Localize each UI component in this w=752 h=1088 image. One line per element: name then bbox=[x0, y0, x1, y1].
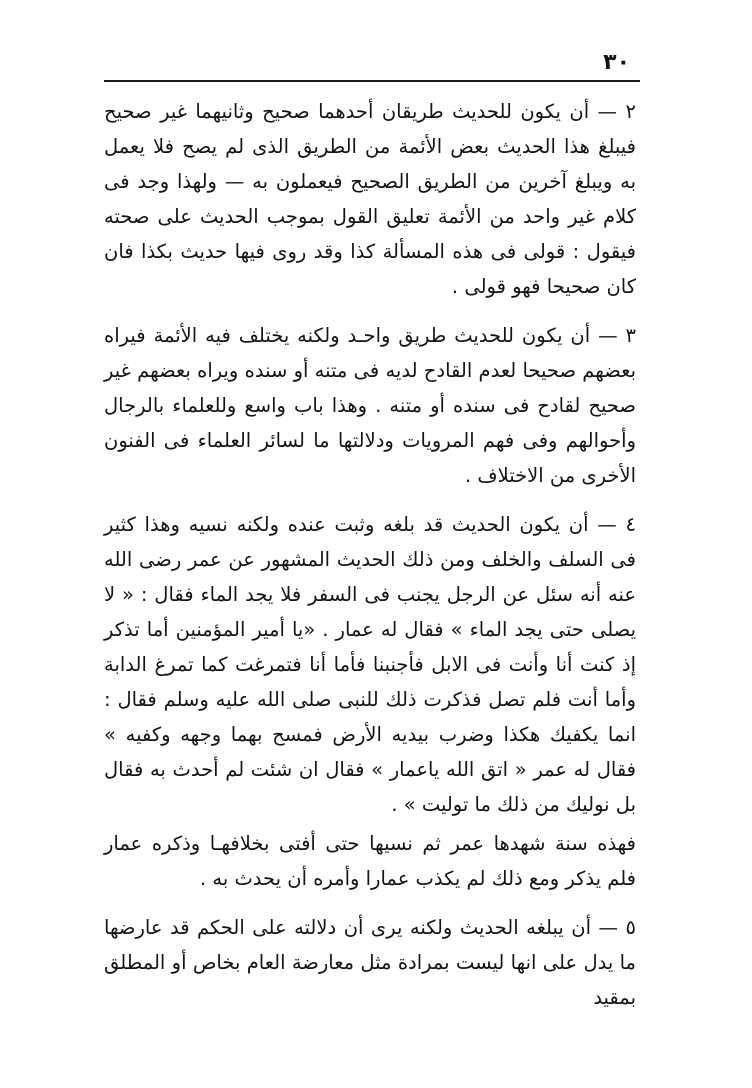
header-rule bbox=[104, 80, 640, 82]
paragraph-3: ٣ — أن يكون للحديث طريق واحـد ولكنه يختلف فيه الأئمة فيراه بعضهم صحيحا لعدم القادح لديه فى متنه أو سنده ويراه بعضهم غير صحيح لقادح فى سنده أو متنه . وهذا باب واسع وللعلماء بالرجال وأحوالهم وفى فهم المرويات ودلالتها ما لسائر العلماء فى الفنون الأخرى من الاختلاف . bbox=[104, 324, 636, 487]
paragraph-4: ٤ — أن يكون الحديث قد بلغه وثبت عنده ولكنه نسيه وهذا كثير فى السلف والخلف ومن ذلك الحديث المشهور عن عمر رضى الله عنه أنه سئل عن الرجل يجنب فى السفر فلا يجد الماء فقال : « لا يصلى حتى يجد الماء » فقال له عمار . «يا أمير المؤمنين أما تذكر إذ كنت أنا وأنت فى الابل فأجنبنا فأما أنا فتمرغت كما تمرغ الدابة وأما أنت فلم تصل فذكرت ذلك للنبى صلى الله عليه وسلم فقال : انما يكفيك هكذا وضرب بيديه الأرض فمسح بهما وجهه وكفيه » فقال له عمر « اتق الله ياعمار » فقال ان شئت لم أحدث به فقال بل نوليك من ذلك ما توليت » . bbox=[104, 513, 636, 816]
paragraph-note: فهذه سنة شهدها عمر ثم نسيها حتى أفتى بخلافهـا وذكره عمار فلم يذكر ومع ذلك لم يكذب عمارا وأمره أن يحدث به . bbox=[104, 832, 636, 890]
paragraph-5: ٥ — أن يبلغه الحديث ولكنه يرى أن دلالته على الحكم قد عارضها ما يدل على انها ليست بمرادة مثل معارضة العام بخاص أو المطلق بمقيد bbox=[104, 916, 636, 1009]
paragraph-2: ٢ — أن يكون للحديث طريقان أحدهما صحيح وثانيهما غير صحيح فيبلغ هذا الحديث بعض الأئمة من الطريق الذى لم يصح فلا يعمل به ويبلغ آخرين من الطريق الصحيح فيعملون به — ولهذا وجد فى كلام غير واحد من الأئمة تعليق القول بموجب الحديث على صحته فيقول : قولى فى هذه المسألة كذا وقد روى فيها حديث بكذا فان كان صحيحا فهو قولى . bbox=[104, 100, 636, 298]
page-number: ٣٠ bbox=[603, 50, 630, 75]
body-text bbox=[104, 94, 636, 1015]
